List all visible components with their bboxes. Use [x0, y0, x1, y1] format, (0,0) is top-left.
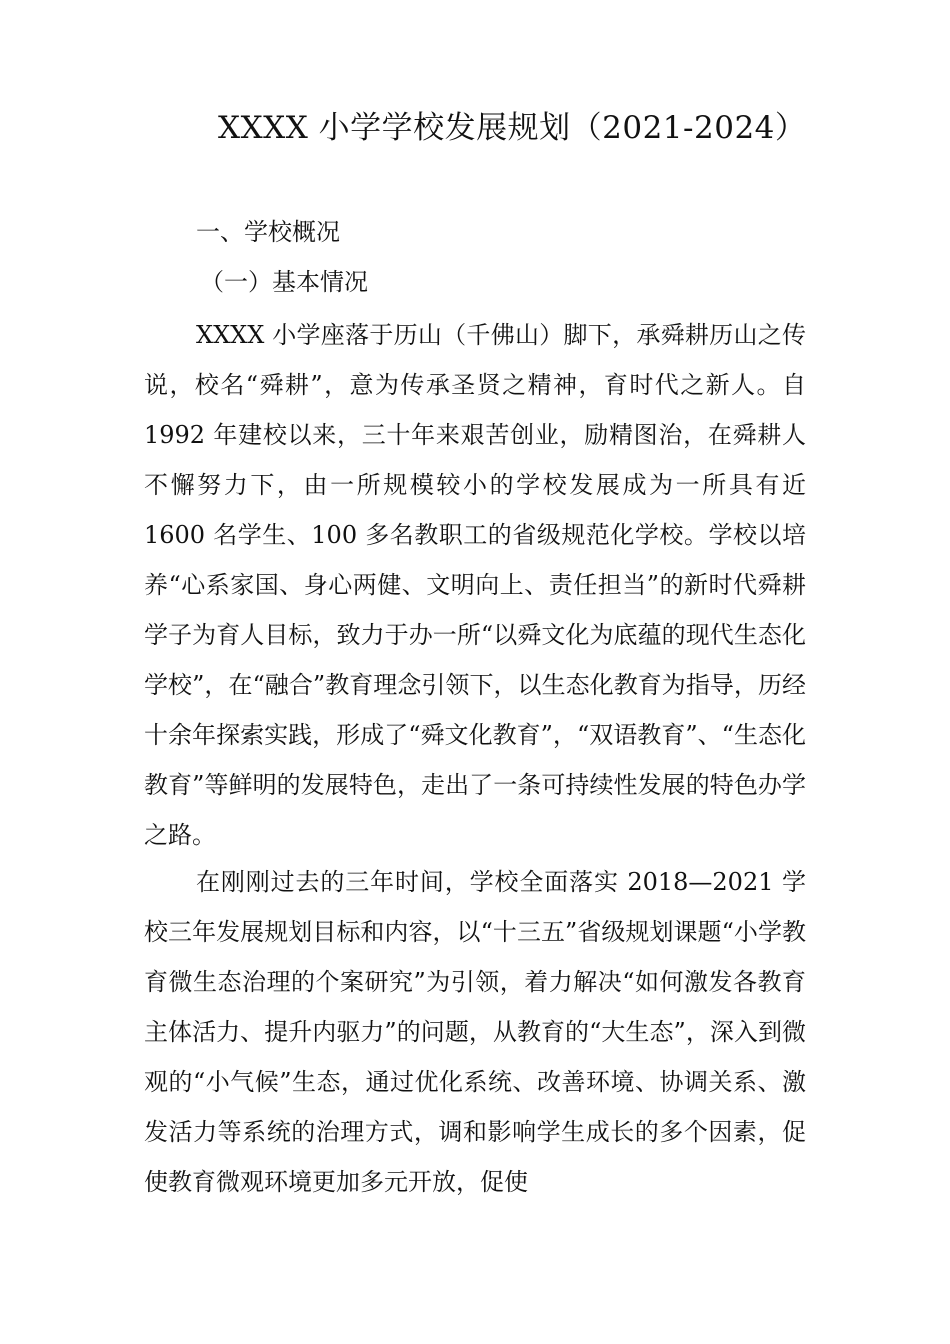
paragraph-school-overview: XXXX 小学座落于历山（千佛山）脚下，承舜耕历山之传说，校名“舜耕”，意为传承圣贤之精神，育时代之新人。自 1992 年建校以来，三十年来艰苦创业，励精图治，在舜耕人不懈努力下，由一所规模较小的学校发展成为一所具有近 1600 名学生、100 多名教职工的省级规范化学校。学校以培养“心系家国、身心两健、文明向上、责任担当”的新时代舜耕学子为育人目标，致力于办一所“以舜文化为底蕴的现代生态化学校”，在“融合”教育理念引领下，以生态化教育为指导，历经十余年探索实践，形成了“舜文化教育”，“双语教育”、“生态化教育”等鲜明的发展特色，走出了一条可持续性发展的特色办学之路。	[144, 321, 806, 849]
subsection-heading: （一）基本情况	[200, 268, 368, 296]
section-heading: 一、学校概况	[196, 218, 340, 246]
document-title: XXXX 小学学校发展规划（2021-2024）	[218, 110, 807, 146]
paragraph-past-three-years: 在刚刚过去的三年时间，学校全面落实 2018—2021 学校三年发展规划目标和内容，以“十三五”省级规划课题“小学教育微生态治理的个案研究”为引领，着力解决“如何激发各教育主体活力、提升内驱力”的问题，从教育的“大生态”，深入到微观的“小气候”生态，通过优化系统、改善环境、协调关系、激发活力等系统的治理方式，调和影响学生成长的多个因素，促使教育微观环境更加多元开放，促使	[144, 868, 806, 1196]
